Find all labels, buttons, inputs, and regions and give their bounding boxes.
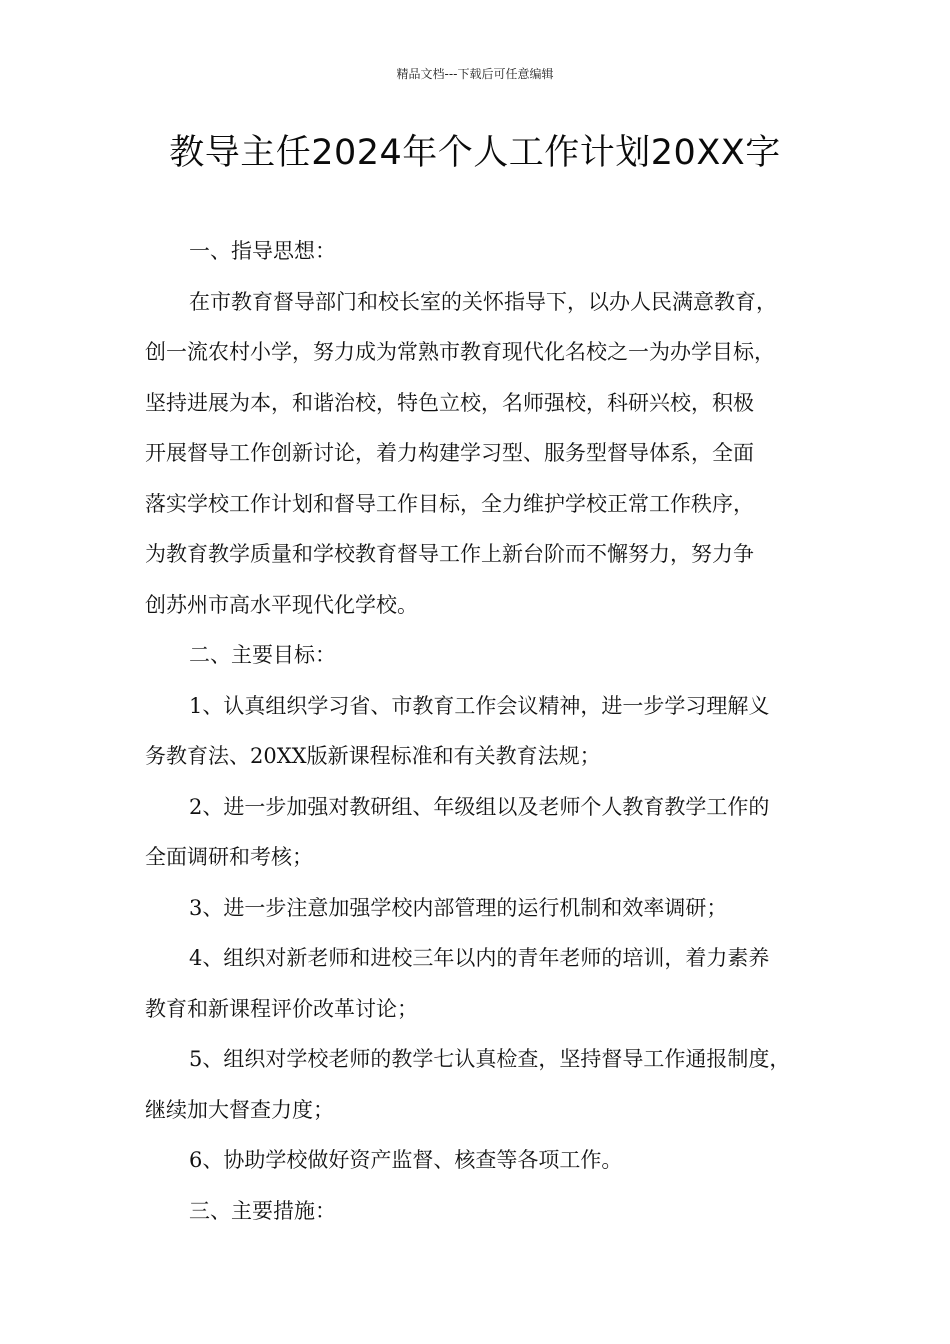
paragraph-line: 在市教育督导部门和校长室的关怀指导下，以办人民满意教育， (189, 289, 777, 314)
section-heading-main-measures: 三、主要措施： (189, 1198, 336, 1223)
section-heading-main-goals: 二、主要目标： (189, 643, 336, 667)
paragraph-line: 为教育教学质量和学校教育督导工作上新台阶而不懈努力，努力争 (145, 542, 754, 566)
paragraph-line: 坚持进展为本，和谐治校，特色立校，名师强校，科研兴校，积极 (145, 390, 754, 415)
list-item-line: 务教育法、20XX版新课程标准和有关教育法规； (145, 744, 601, 768)
paragraph-line: 创一流农村小学，努力成为常熟市教育现代化名校之一为办学目标， (145, 340, 775, 364)
header-note: 精品文档---下载后可任意编辑 (396, 67, 554, 81)
list-item-line: 4、组织对新老师和进校三年以内的青年老师的培训，着力素养 (189, 946, 770, 970)
paragraph-line: 开展督导工作创新讨论，着力构建学习型、服务型督导体系，全面 (145, 441, 754, 465)
list-item-line: 1、认真组织学习省、市教育工作会议精神，进一步学习理解义 (189, 693, 770, 718)
paragraph-line: 落实学校工作计划和督导工作目标，全力维护学校正常工作秩序， (145, 491, 754, 516)
list-item-line: 2、进一步加强对教研组、年级组以及老师个人教育教学工作的 (189, 794, 770, 819)
list-item-line: 教育和新课程评价改革讨论； (145, 996, 418, 1021)
list-item-line: 全面调研和考核； (145, 845, 313, 869)
paragraph-line: 创苏州市高水平现代化学校。 (145, 592, 418, 617)
document-body (145, 233, 835, 1243)
section-heading-guiding-ideology: 一、指导思想： (189, 239, 336, 263)
list-item-line: 3、进一步注意加强学校内部管理的运行机制和效率调研； (189, 895, 728, 920)
list-item-line: 6、协助学校做好资产监督、核查等各项工作。 (189, 1148, 623, 1172)
document-title: 教导主任2024年个人工作计划20XX字 (169, 133, 781, 173)
list-item-line: 继续加大督查力度； (145, 1097, 334, 1122)
list-item-line: 5、组织对学校老师的教学七认真检查，坚持督导工作通报制度， (189, 1047, 791, 1071)
